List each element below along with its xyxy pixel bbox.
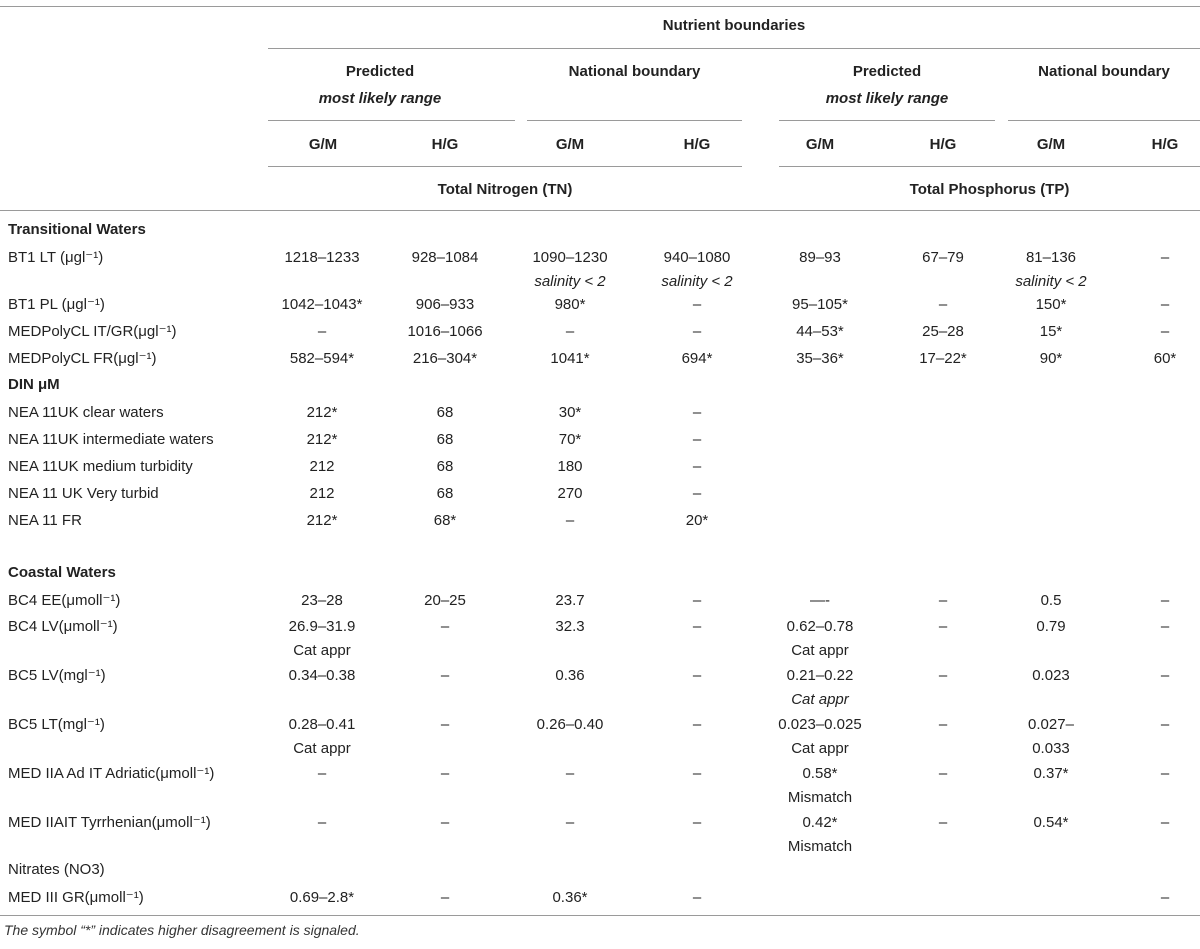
header-nutrient-boundaries: Nutrient boundaries (662, 17, 806, 34)
cell-col-2: 68* (433, 512, 457, 529)
cell-col-5: 44–53* (796, 323, 844, 340)
cell-col-4: – (692, 431, 702, 448)
row-label: NEA 11UK intermediate waters (8, 431, 214, 448)
rule-under-gmhg-tp (779, 166, 1200, 167)
cell-col-8: – (1160, 889, 1170, 906)
row-label: NEA 11 FR (8, 512, 82, 529)
section-transitional-waters: Transitional Waters (8, 221, 146, 238)
cell-col-4: – (692, 814, 702, 831)
cell-col-3: – (565, 323, 575, 340)
cell-col-6: – (938, 814, 948, 831)
header-gm-4: G/M (1036, 136, 1066, 153)
section-din: DIN μM (8, 376, 60, 393)
cell-col-6: – (938, 618, 948, 635)
row-label: MED IIAIT Tyrrhenian(μmoll⁻¹) (8, 814, 211, 831)
cell-col-4: – (692, 485, 702, 502)
cell-note-col-1: Cat appr (293, 740, 351, 757)
cell-col-7: 0.37* (1033, 765, 1069, 782)
cell-note-col-5: Cat appr (791, 642, 849, 659)
cell-col-4: – (692, 296, 702, 313)
cell-col-4: – (692, 592, 702, 609)
cell-col-4: 20* (685, 512, 709, 529)
cell-col-4: – (692, 323, 702, 340)
cell-col-1: 212* (306, 512, 338, 529)
cell-col-8: – (1160, 765, 1170, 782)
header-predicted-tp: Predicted (852, 63, 922, 80)
cell-col-1: 0.69–2.8* (289, 889, 355, 906)
cell-col-5: 35–36* (796, 350, 844, 367)
cell-col-6: – (938, 765, 948, 782)
cell-col-8: – (1160, 618, 1170, 635)
cell-col-8: – (1160, 249, 1170, 266)
cell-col-4: – (692, 765, 702, 782)
cell-col-7: 0.54* (1033, 814, 1069, 831)
cell-col-5: 0.58* (802, 765, 838, 782)
cell-col-3: 180 (557, 458, 583, 475)
cell-col-6: – (938, 716, 948, 733)
cell-col-3: 30* (558, 404, 582, 421)
cell-col-3: 0.36* (552, 889, 588, 906)
cell-col-4: – (692, 716, 702, 733)
cell-col-2: 216–304* (412, 350, 478, 367)
header-hg-2: H/G (683, 136, 711, 153)
cell-col-2: 68 (436, 404, 454, 421)
cell-col-6: – (938, 296, 948, 313)
cell-col-5: 0.62–0.78 (786, 618, 854, 635)
rule-under-gmhg-tn (268, 166, 742, 167)
row-label: MEDPolyCL IT/GR(μgl⁻¹) (8, 323, 177, 340)
header-gm-3: G/M (805, 136, 835, 153)
cell-col-3: 0.36 (555, 667, 585, 684)
cell-col-1: 23–28 (301, 592, 343, 609)
cell-note-col-7: 0.033 (1032, 740, 1070, 757)
cell-col-4: – (692, 618, 702, 635)
header-national-tp: National boundary (1038, 63, 1170, 80)
cell-col-8: – (1160, 323, 1170, 340)
cell-col-6: 25–28 (922, 323, 964, 340)
cell-col-3: 1090–1230 (532, 249, 608, 266)
cell-col-1: 582–594* (289, 350, 355, 367)
cell-col-2: 68 (436, 431, 454, 448)
cell-col-4: – (692, 667, 702, 684)
header-hg-4: H/G (1151, 136, 1179, 153)
cell-note-col-5: Cat appr (791, 691, 849, 708)
header-hg-3: H/G (929, 136, 957, 153)
row-label: BT1 PL (μgl⁻¹) (8, 296, 105, 313)
cell-col-5: 95–105* (792, 296, 848, 313)
cell-col-7: 90* (1039, 350, 1063, 367)
section-coastal-waters: Coastal Waters (8, 564, 116, 581)
row-label: MED IIA Ad IT Adriatic(μmoll⁻¹) (8, 765, 215, 782)
cell-col-8: – (1160, 592, 1170, 609)
cell-col-2: – (440, 889, 450, 906)
cell-col-3: – (565, 814, 575, 831)
cell-col-4: 694* (681, 350, 713, 367)
row-label: BT1 LT (μgl⁻¹) (8, 249, 104, 266)
cell-col-1: 1042–1043* (281, 296, 363, 313)
row-label: NEA 11UK medium turbidity (8, 458, 193, 475)
table-bottom-rule (0, 915, 1200, 916)
cell-col-5: 0.023–0.025 (778, 716, 862, 733)
cell-note-col-1: Cat appr (293, 642, 351, 659)
rule-under-nutrient (268, 48, 1200, 49)
rule-under-nat-tp (1008, 120, 1200, 121)
rule-under-pred-tp (779, 120, 995, 121)
cell-col-7: 15* (1039, 323, 1063, 340)
cell-col-4: – (692, 458, 702, 475)
cell-note-col-4: salinity < 2 (661, 273, 733, 290)
row-label: MED III GR(μmoll⁻¹) (8, 889, 144, 906)
section-nitrates: Nitrates (NO3) (8, 861, 105, 878)
cell-col-2: 68 (436, 485, 454, 502)
header-most-likely-tp: most likely range (825, 90, 949, 107)
row-label: NEA 11UK clear waters (8, 404, 164, 421)
cell-col-7: 0.027– (1028, 716, 1074, 733)
cell-col-1: 212* (306, 431, 338, 448)
cell-col-3: – (565, 765, 575, 782)
cell-col-2: – (440, 618, 450, 635)
cell-col-8: 60* (1153, 350, 1177, 367)
footnote: The symbol “*” indicates higher disagreement is signaled. (4, 922, 360, 938)
cell-col-2: 906–933 (415, 296, 475, 313)
header-gm-2: G/M (555, 136, 585, 153)
cell-col-5: 89–93 (799, 249, 841, 266)
cell-col-6: – (938, 592, 948, 609)
cell-col-1: – (317, 814, 327, 831)
cell-note-col-7: salinity < 2 (1015, 273, 1087, 290)
cell-col-7: 81–136 (1025, 249, 1077, 266)
cell-col-5: —- (810, 592, 830, 609)
cell-note-col-5: Cat appr (791, 740, 849, 757)
row-label: MEDPolyCL FR(μgl⁻¹) (8, 350, 157, 367)
row-label: BC4 LV(μmoll⁻¹) (8, 618, 118, 635)
header-gm-1: G/M (308, 136, 338, 153)
cell-col-1: 212 (309, 485, 335, 502)
cell-col-1: 1218–1233 (284, 249, 360, 266)
row-label: BC5 LV(mgl⁻¹) (8, 667, 106, 684)
cell-col-5: 0.21–0.22 (786, 667, 854, 684)
cell-col-7: 0.023 (1032, 667, 1070, 684)
cell-col-3: 32.3 (555, 618, 585, 635)
header-bottom-rule (0, 210, 1200, 211)
row-label: NEA 11 UK Very turbid (8, 485, 159, 502)
cell-col-1: 212* (306, 404, 338, 421)
cell-col-1: – (317, 323, 327, 340)
top-rule (0, 6, 1200, 7)
header-total-nitrogen: Total Nitrogen (TN) (437, 181, 573, 198)
cell-col-8: – (1160, 716, 1170, 733)
header-hg-1: H/G (431, 136, 459, 153)
cell-col-3: 270 (557, 485, 583, 502)
cell-col-3: 1041* (550, 350, 590, 367)
row-label: BC5 LT(mgl⁻¹) (8, 716, 105, 733)
cell-col-6: – (938, 667, 948, 684)
cell-col-4: – (692, 889, 702, 906)
cell-note-col-5: Mismatch (787, 838, 853, 855)
cell-col-2: 928–1084 (411, 249, 479, 266)
cell-col-1: 0.28–0.41 (288, 716, 356, 733)
cell-col-2: – (440, 814, 450, 831)
cell-col-8: – (1160, 814, 1170, 831)
rule-under-nat-tn (527, 120, 742, 121)
cell-col-8: – (1160, 296, 1170, 313)
cell-col-6: 17–22* (919, 350, 967, 367)
cell-col-6: 67–79 (922, 249, 964, 266)
header-most-likely-tn: most likely range (318, 90, 442, 107)
rule-under-pred-tn (268, 120, 515, 121)
cell-col-3: 0.26–0.40 (536, 716, 604, 733)
cell-col-7: 150* (1035, 296, 1067, 313)
cell-col-1: 0.34–0.38 (288, 667, 356, 684)
cell-note-col-5: Mismatch (787, 789, 853, 806)
cell-col-2: – (440, 716, 450, 733)
cell-col-3: 980* (554, 296, 586, 313)
cell-col-7: 0.5 (1040, 592, 1062, 609)
cell-col-2: 68 (436, 458, 454, 475)
cell-col-2: 20–25 (424, 592, 466, 609)
header-national-tn: National boundary (568, 63, 701, 80)
cell-col-2: 1016–1066 (407, 323, 483, 340)
cell-note-col-3: salinity < 2 (534, 273, 606, 290)
cell-col-1: 212 (309, 458, 335, 475)
cell-col-4: 940–1080 (663, 249, 731, 266)
cell-col-4: – (692, 404, 702, 421)
cell-col-3: – (565, 512, 575, 529)
cell-col-2: – (440, 667, 450, 684)
cell-col-7: 0.79 (1036, 618, 1066, 635)
header-predicted-tn: Predicted (345, 63, 415, 80)
row-label: BC4 EE(μmoll⁻¹) (8, 592, 121, 609)
cell-col-1: 26.9–31.9 (288, 618, 356, 635)
header-total-phosphorus: Total Phosphorus (TP) (909, 181, 1070, 198)
cell-col-8: – (1160, 667, 1170, 684)
cell-col-2: – (440, 765, 450, 782)
cell-col-3: 70* (558, 431, 582, 448)
cell-col-1: – (317, 765, 327, 782)
cell-col-3: 23.7 (555, 592, 585, 609)
cell-col-5: 0.42* (802, 814, 838, 831)
